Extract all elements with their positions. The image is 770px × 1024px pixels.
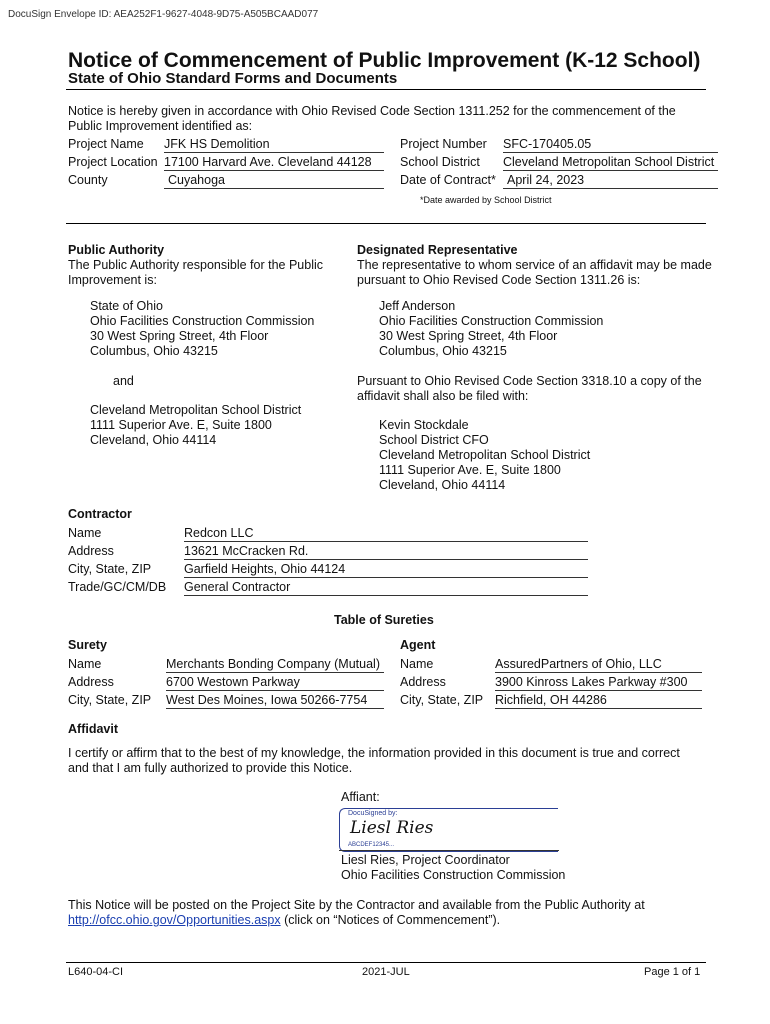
footer-rule xyxy=(66,962,706,963)
pa-address-2-line: Cleveland, Ohio 44114 xyxy=(90,433,217,447)
affidavit-heading: Affidavit xyxy=(68,722,118,736)
contractor-address-label: Address xyxy=(68,544,114,558)
intro-line-2: Public Improvement identified as: xyxy=(68,119,253,133)
public-authority-heading: Public Authority xyxy=(68,243,165,257)
contractor-trade-value: General Contractor xyxy=(184,580,588,596)
pa-address-1-line: Columbus, Ohio 43215 xyxy=(90,344,218,358)
posting-line-2 xyxy=(68,913,500,928)
signature-line xyxy=(339,850,559,851)
public-authority-desc-2: Improvement is: xyxy=(68,273,157,287)
dr-address-2-line: Cleveland Metropolitan School District xyxy=(379,448,591,462)
project-name-value: JFK HS Demolition xyxy=(164,137,384,153)
agent-address-value: 3900 Kinross Lakes Parkway #300 xyxy=(495,675,702,691)
affidavit-text-1: I certify or affirm that to the best of my knowledge, the information provided in this document is true and correct xyxy=(68,746,680,760)
school-district-value: Cleveland Metropolitan School District xyxy=(503,155,718,171)
and-text: and xyxy=(113,374,134,388)
surety-address-label: Address xyxy=(68,675,114,689)
pa-address-1-line: 30 West Spring Street, 4th Floor xyxy=(90,329,269,343)
signer-line-1: Liesl Ries, Project Coordinator xyxy=(341,853,510,867)
header-rule xyxy=(66,89,706,90)
dr-address-2-line: School District CFO xyxy=(379,433,489,447)
contractor-trade-label: Trade/GC/CM/DB xyxy=(68,580,167,594)
county-label: County xyxy=(68,173,108,187)
dr-address-2-line: Kevin Stockdale xyxy=(379,418,469,432)
public-authority-desc-1: The Public Authority responsible for the Public xyxy=(68,258,323,272)
section-rule xyxy=(66,223,706,224)
sureties-heading: Table of Sureties xyxy=(334,613,434,627)
contractor-name-value: Redcon LLC xyxy=(184,526,588,542)
surety-heading: Surety xyxy=(68,638,107,652)
form-id: L640-04-CI xyxy=(68,966,124,978)
surety-name-label: Name xyxy=(68,657,102,671)
dr-address-1-line: Columbus, Ohio 43215 xyxy=(379,344,507,358)
designated-rep-heading: Designated Representative xyxy=(357,243,518,257)
pa-address-1-line: Ohio Facilities Construction Commission xyxy=(90,314,315,328)
document-subtitle: State of Ohio Standard Forms and Documents xyxy=(68,70,398,87)
contractor-address-value: 13621 McCracken Rd. xyxy=(184,544,588,560)
surety-address-value: 6700 Westown Parkway xyxy=(166,675,384,691)
contractor-city-value: Garfield Heights, Ohio 44124 xyxy=(184,562,588,578)
project-number-value: SFC-170405.05 xyxy=(503,137,718,153)
date-of-contract-label: Date of Contract* xyxy=(400,173,496,187)
dr-address-2-line: Cleveland, Ohio 44114 xyxy=(379,478,506,492)
agent-heading: Agent xyxy=(400,638,436,652)
document-title: Notice of Commencement of Public Improvement (K-12 School) xyxy=(68,49,701,72)
surety-city-value: West Des Moines, Iowa 50266-7754 xyxy=(166,693,384,709)
project-number-label: Project Number xyxy=(400,137,487,151)
agent-name-label: Name xyxy=(400,657,434,671)
agent-city-label: City, State, ZIP xyxy=(400,693,484,707)
agent-address-label: Address xyxy=(400,675,446,689)
pursuant-line-2: affidavit shall also be filed with: xyxy=(357,389,529,403)
posting-line-1: This Notice will be posted on the Project Site by the Contractor and available from the Public Authority at xyxy=(68,898,645,912)
pa-address-2-line: Cleveland Metropolitan School District xyxy=(90,403,302,417)
opportunities-link[interactable]: http://ofcc.ohio.gov/Opportunities.aspx xyxy=(68,913,281,927)
surety-name-value: Merchants Bonding Company (Mutual) xyxy=(166,657,384,673)
affiant-label: Affiant: xyxy=(341,790,380,804)
page-number: Page 1 of 1 xyxy=(644,966,701,978)
pa-address-1-line: State of Ohio xyxy=(90,299,163,313)
date-of-contract-value: April 24, 2023 xyxy=(503,173,718,189)
school-district-label: School District xyxy=(400,155,480,169)
contractor-name-label: Name xyxy=(68,526,102,540)
agent-city-value: Richfield, OH 44286 xyxy=(495,693,702,709)
dr-address-1-line: 30 West Spring Street, 4th Floor xyxy=(379,329,558,343)
docusigned-by-tag: DocuSigned by: xyxy=(348,810,398,817)
dr-address-2-line: 1111 Superior Ave. E, Suite 1800 xyxy=(379,463,561,477)
form-revision: 2021-JUL xyxy=(362,966,410,978)
dr-address-1-line: Jeff Anderson xyxy=(379,299,456,313)
date-note: *Date awarded by School District xyxy=(420,195,552,205)
envelope-id: DocuSign Envelope ID: AEA252F1-9627-4048-9D75-A505BCAAD077 xyxy=(8,9,319,20)
surety-city-label: City, State, ZIP xyxy=(68,693,152,707)
signer-line-2: Ohio Facilities Construction Commission xyxy=(341,868,566,882)
county-value: Cuyahoga xyxy=(164,173,384,189)
agent-name-value: AssuredPartners of Ohio, LLC xyxy=(495,657,702,673)
designated-rep-desc-2: pursuant to Ohio Revised Code Section 1311.26 is: xyxy=(357,273,641,287)
pursuant-line-1: Pursuant to Ohio Revised Code Section 3318.10 a copy of the xyxy=(357,374,702,388)
project-location-label: Project Location xyxy=(68,155,158,169)
intro-line-1: Notice is hereby given in accordance with Ohio Revised Code Section 1311.252 for the commencement of the xyxy=(68,104,676,118)
contractor-city-label: City, State, ZIP xyxy=(68,562,152,576)
signature-image: Liesl Ries xyxy=(350,818,434,838)
signature-id: ABCDEF12345... xyxy=(348,842,395,848)
project-location-value: 17100 Harvard Ave. Cleveland 44128 xyxy=(164,155,384,171)
dr-address-1-line: Ohio Facilities Construction Commission xyxy=(379,314,604,328)
contractor-heading: Contractor xyxy=(68,507,132,521)
designated-rep-desc-1: The representative to whom service of an affidavit may be made xyxy=(357,258,712,272)
affidavit-text-2: and that I am fully authorized to provide this Notice. xyxy=(68,761,353,775)
pa-address-2-line: 1111 Superior Ave. E, Suite 1800 xyxy=(90,418,272,432)
posting-line-2-rest: (click on “Notices of Commencement”). xyxy=(280,913,501,927)
project-name-label: Project Name xyxy=(68,137,144,151)
